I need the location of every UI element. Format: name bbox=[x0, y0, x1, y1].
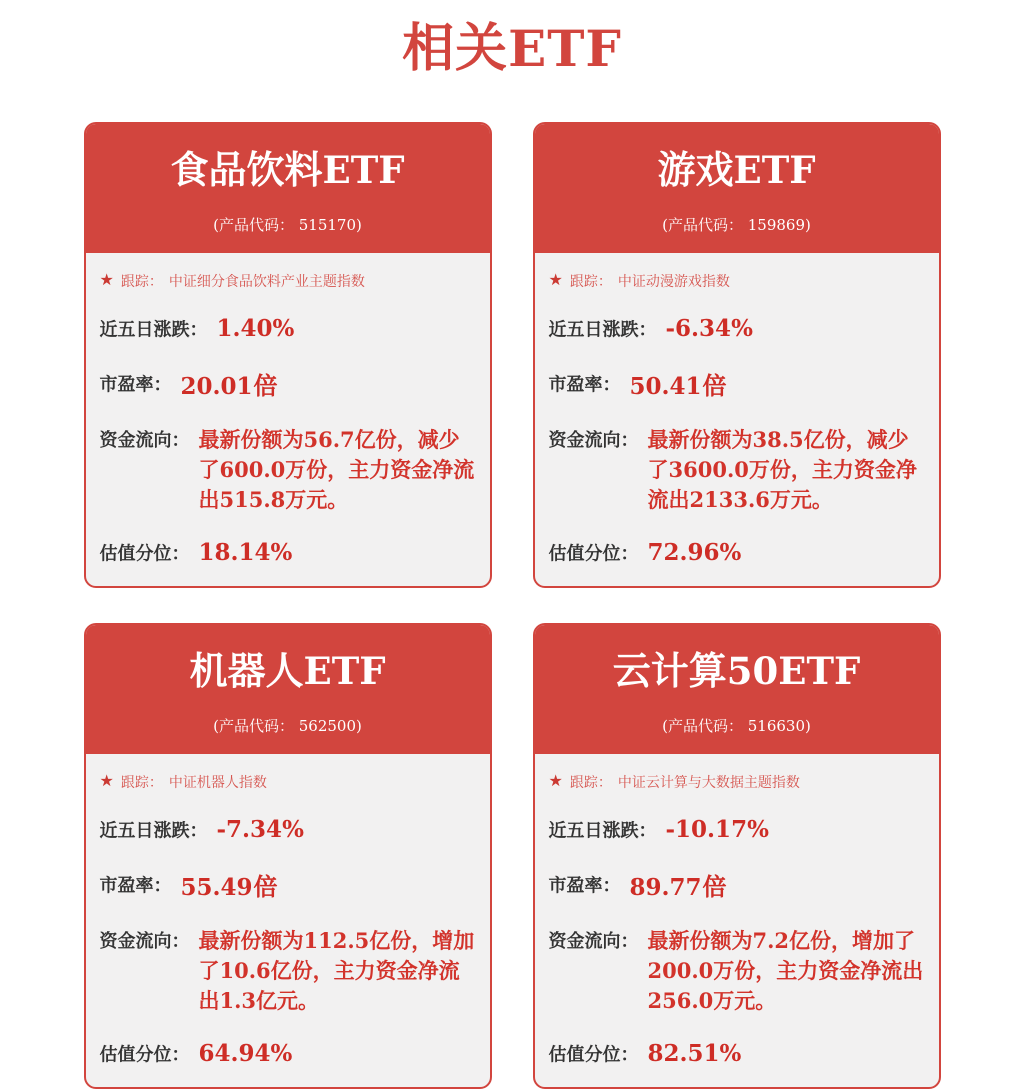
etf-name bbox=[613, 648, 861, 703]
tracked-index-name: 中证动漫游戏指数 bbox=[617, 273, 730, 289]
change-label: 近五日涨跌： bbox=[99, 820, 208, 841]
card-header bbox=[535, 625, 939, 754]
etf-name-suffix: ETF bbox=[733, 147, 816, 192]
etf-card-cloud-computing bbox=[533, 623, 941, 1089]
pe-label: 市盈率： bbox=[99, 875, 172, 896]
star-icon: ★ bbox=[548, 272, 563, 289]
pe-number: 89.77 bbox=[629, 874, 702, 901]
pe-row bbox=[100, 366, 476, 401]
etf-name-cn: 机器人 bbox=[189, 650, 304, 693]
etf-card-food-beverage bbox=[84, 122, 492, 588]
valuation-row bbox=[100, 539, 476, 566]
change-value: 1.40% bbox=[216, 315, 295, 342]
valuation-value: 82.51% bbox=[647, 1040, 742, 1067]
valuation-row bbox=[549, 539, 925, 566]
change-row bbox=[100, 315, 476, 342]
pe-row bbox=[549, 867, 925, 902]
flow-text: 最新份额为112.5亿份，增加了10.6亿份，主力资金净流出1.3亿元。 bbox=[198, 928, 475, 1013]
valuation-row bbox=[549, 1040, 925, 1067]
etf-name-cn: 游戏 bbox=[657, 149, 734, 192]
card-body bbox=[535, 754, 939, 1087]
valuation-row bbox=[100, 1040, 476, 1067]
etf-name-suffix: 50ETF bbox=[726, 648, 861, 693]
pe-label: 市盈率： bbox=[548, 374, 621, 395]
page-title-en: ETF bbox=[508, 19, 622, 78]
tracked-index-name: 中证云计算与大数据主题指数 bbox=[617, 774, 800, 790]
pe-unit: 倍 bbox=[253, 373, 278, 400]
pe-unit: 倍 bbox=[702, 874, 727, 901]
track-label: 跟踪： bbox=[569, 273, 612, 289]
etf-card-game bbox=[533, 122, 941, 588]
etf-name bbox=[189, 648, 385, 703]
track-row bbox=[549, 772, 925, 792]
change-value: -10.17% bbox=[665, 816, 769, 843]
flow-row bbox=[549, 425, 925, 515]
star-icon: ★ bbox=[548, 773, 563, 790]
pe-number: 50.41 bbox=[629, 373, 702, 400]
etf-name bbox=[657, 147, 815, 202]
track-label: 跟踪： bbox=[120, 273, 163, 289]
pe-row bbox=[100, 867, 476, 902]
card-header bbox=[86, 124, 490, 253]
flow-text: 最新份额为38.5亿份，减少了3600.0万份，主力资金净流出2133.6万元。 bbox=[647, 427, 917, 512]
pe-number: 20.01 bbox=[180, 373, 253, 400]
etf-name bbox=[170, 147, 404, 202]
change-label: 近五日涨跌： bbox=[548, 319, 657, 340]
valuation-label: 估值分位： bbox=[99, 1044, 190, 1065]
track-row bbox=[100, 271, 476, 291]
pe-row bbox=[549, 366, 925, 401]
etf-product-code: (产品代码： 516630) bbox=[662, 716, 811, 735]
pe-unit: 倍 bbox=[253, 874, 278, 901]
flow-row bbox=[100, 926, 476, 1016]
flow-label: 资金流向： bbox=[548, 430, 639, 450]
valuation-value: 18.14% bbox=[198, 539, 293, 566]
card-body bbox=[535, 253, 939, 586]
flow-text: 最新份额为7.2亿份，增加了200.0万份，主力资金净流出256.0万元。 bbox=[647, 928, 924, 1013]
pe-value bbox=[630, 373, 727, 400]
card-body bbox=[86, 754, 490, 1087]
valuation-label: 估值分位： bbox=[99, 543, 190, 564]
card-header bbox=[86, 625, 490, 754]
track-label: 跟踪： bbox=[569, 774, 612, 790]
etf-product-code: (产品代码： 562500) bbox=[213, 716, 362, 735]
flow-label: 资金流向： bbox=[99, 430, 190, 450]
change-row bbox=[100, 816, 476, 843]
card-header bbox=[535, 124, 939, 253]
card-body bbox=[86, 253, 490, 586]
track-label: 跟踪： bbox=[120, 774, 163, 790]
etf-name-cn: 云计算 bbox=[612, 650, 727, 693]
valuation-value: 64.94% bbox=[198, 1040, 293, 1067]
change-value: -7.34% bbox=[216, 816, 304, 843]
etf-name-cn: 食品饮料 bbox=[170, 149, 323, 192]
flow-label: 资金流向： bbox=[99, 931, 190, 951]
etf-product-code: (产品代码： 159869) bbox=[662, 215, 811, 234]
etf-cards-grid bbox=[84, 122, 941, 1089]
flow-label: 资金流向： bbox=[548, 931, 639, 951]
change-row bbox=[549, 816, 925, 843]
track-row bbox=[100, 772, 476, 792]
star-icon: ★ bbox=[99, 272, 114, 289]
etf-product-code: (产品代码： 515170) bbox=[213, 215, 362, 234]
pe-value bbox=[630, 874, 727, 901]
valuation-label: 估值分位： bbox=[548, 1044, 639, 1065]
valuation-value: 72.96% bbox=[647, 539, 742, 566]
change-row bbox=[549, 315, 925, 342]
star-icon: ★ bbox=[99, 773, 114, 790]
track-row bbox=[549, 271, 925, 291]
pe-value bbox=[181, 874, 278, 901]
tracked-index-name: 中证机器人指数 bbox=[168, 774, 267, 790]
page-title bbox=[0, 12, 1024, 92]
pe-label: 市盈率： bbox=[99, 374, 172, 395]
change-value: -6.34% bbox=[665, 315, 753, 342]
page-title-cn: 相关 bbox=[402, 20, 509, 78]
pe-value bbox=[181, 373, 278, 400]
flow-row bbox=[100, 425, 476, 515]
pe-number: 55.49 bbox=[180, 874, 253, 901]
etf-card-robot bbox=[84, 623, 492, 1089]
flow-row bbox=[549, 926, 925, 1016]
pe-label: 市盈率： bbox=[548, 875, 621, 896]
tracked-index-name: 中证细分食品饮料产业主题指数 bbox=[168, 273, 365, 289]
flow-text: 最新份额为56.7亿份，减少了600.0万份，主力资金净流出515.8万元。 bbox=[198, 427, 475, 512]
valuation-label: 估值分位： bbox=[548, 543, 639, 564]
pe-unit: 倍 bbox=[702, 373, 727, 400]
etf-name-suffix: ETF bbox=[322, 147, 405, 192]
change-label: 近五日涨跌： bbox=[99, 319, 208, 340]
etf-name-suffix: ETF bbox=[303, 648, 386, 693]
change-label: 近五日涨跌： bbox=[548, 820, 657, 841]
